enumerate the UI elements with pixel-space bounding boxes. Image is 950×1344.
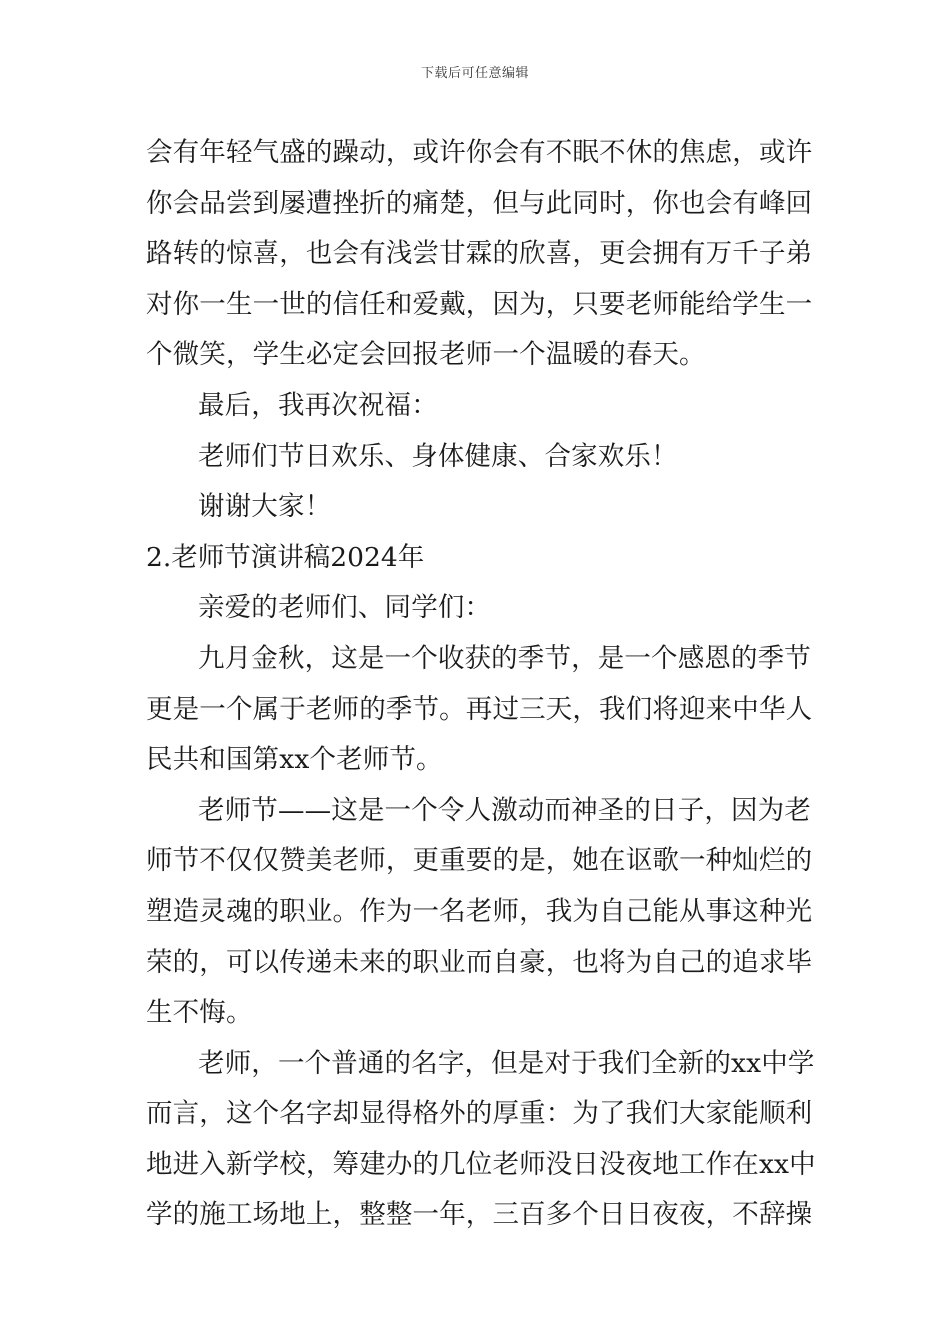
text-line: 师节不仅仅赞美老师，更重要的是，她在讴歌一种灿烂的 xyxy=(146,845,813,877)
text-line: 九月金秋，这是一个收获的季节，是一个感恩的季节 xyxy=(198,642,811,674)
page-header-note: 下载后可任意编辑 xyxy=(420,66,529,81)
text-line: 路转的惊喜，也会有浅尝甘霖的欣喜，更会拥有万千子弟 xyxy=(146,238,813,270)
text-line: 地进入新学校，筹建办的几位老师没日没夜地工作在xx中 xyxy=(146,1148,816,1180)
text-line: 亲爱的老师们、同学们： xyxy=(198,592,492,624)
text-line: 荣的，可以传递未来的职业而自豪，也将为自己的追求毕 xyxy=(146,946,813,978)
text-line: 对你一生一世的信任和爱戴，因为，只要老师能给学生一 xyxy=(146,288,813,320)
text-line: 老师，一个普通的名字，但是对于我们全新的xx中学 xyxy=(198,1047,815,1079)
section-heading: 2.老师节演讲稿2024年 xyxy=(146,541,425,573)
text-line: 更是一个属于老师的季节。再过三天，我们将迎来中华人 xyxy=(146,693,813,725)
text-line: 生不悔。 xyxy=(146,997,253,1029)
text-line: 个微笑，学生必定会回报老师一个温暖的春天。 xyxy=(146,339,706,371)
document-body xyxy=(146,128,816,1241)
text-line: 谢谢大家！ xyxy=(198,491,332,523)
text-line: 塑造灵魂的职业。作为一名老师，我为自己能从事这种光 xyxy=(146,895,813,927)
text-line: 学的施工场地上，整整一年，三百多个日日夜夜，不辞操 xyxy=(146,1199,813,1231)
text-line: 老师们节日欢乐、身体健康、合家欢乐！ xyxy=(198,440,678,472)
text-line: 会有年轻气盛的躁动，或许你会有不眠不休的焦虑，或许 xyxy=(146,137,813,168)
text-line: 最后，我再次祝福： xyxy=(198,389,438,421)
text-line: 民共和国第xx个老师节。 xyxy=(146,744,443,776)
text-line: 而言，这个名字却显得格外的厚重：为了我们大家能顺利 xyxy=(146,1098,813,1130)
text-line: 老师节——这是一个令人激动而神圣的日子，因为老 xyxy=(198,794,811,826)
text-line: 你会品尝到屡遭挫折的痛楚，但与此同时，你也会有峰回 xyxy=(146,187,813,219)
